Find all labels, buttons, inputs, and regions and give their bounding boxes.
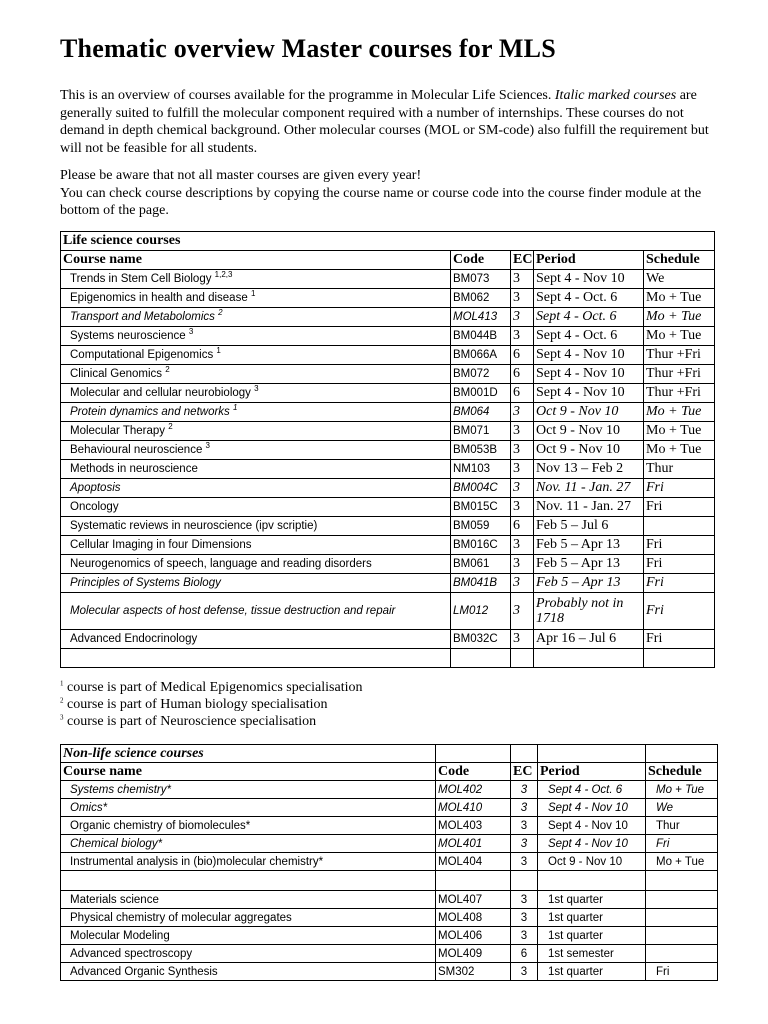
course-code: BM015C	[451, 498, 511, 517]
course-ec: 3	[511, 593, 534, 630]
course-schedule: Thur	[644, 460, 715, 479]
course-period: Feb 5 – Apr 13	[534, 574, 644, 593]
course-name-cell	[61, 555, 451, 574]
course-ec: 3	[511, 441, 534, 460]
course-ec: 3	[511, 891, 538, 909]
course-name-cell	[61, 308, 451, 327]
course-code: MOL413	[451, 308, 511, 327]
table-row	[61, 441, 715, 460]
footnote-ref: 2	[218, 308, 223, 318]
course-name: Transport and Metabolomics	[70, 311, 219, 323]
course-ec: 3	[511, 498, 534, 517]
table-row	[61, 270, 715, 289]
course-ec: 3	[511, 853, 538, 871]
course-code: MOL407	[436, 891, 511, 909]
course-schedule: Mo + Tue	[644, 422, 715, 441]
non-life-science-table	[60, 744, 718, 981]
course-code	[436, 871, 511, 891]
empty-cell	[538, 745, 646, 763]
course-name: Cellular Imaging in four Dimensions	[70, 539, 252, 551]
course-period: Oct 9 - Nov 10	[534, 441, 644, 460]
course-name: Omics*	[61, 799, 436, 817]
course-ec: 3	[511, 574, 534, 593]
course-name: Apoptosis	[70, 482, 121, 494]
course-code: BM004C	[451, 479, 511, 498]
course-name: Computational Epigenomics	[70, 349, 217, 361]
course-name: Neurogenomics of speech, language and reading disorders	[70, 558, 372, 570]
footnotes	[60, 679, 362, 730]
course-schedule: Fri	[644, 555, 715, 574]
footnote-ref: 1	[233, 403, 238, 413]
course-name: Molecular Modeling	[61, 927, 436, 945]
course-code: BM032C	[451, 630, 511, 649]
course-name: Instrumental analysis in (bio)molecular chemistry*	[61, 853, 436, 871]
course-schedule	[646, 909, 718, 927]
footnote-text: course is part of Neuroscience specialisation	[63, 714, 317, 729]
course-name-cell	[61, 498, 451, 517]
course-schedule: Fri	[646, 835, 718, 853]
course-period: Sept 4 - Oct. 6	[534, 308, 644, 327]
course-ec: 3	[511, 963, 538, 981]
course-ec: 3	[511, 460, 534, 479]
course-schedule: We	[644, 270, 715, 289]
table-row	[61, 479, 715, 498]
course-period: 1st quarter	[538, 927, 646, 945]
empty-cell	[511, 745, 538, 763]
course-name-cell	[61, 289, 451, 308]
course-code: NM103	[451, 460, 511, 479]
table-row	[61, 536, 715, 555]
course-code: BM064	[451, 403, 511, 422]
life-science-table	[60, 231, 715, 668]
intro-text-2: are generally suited to fulfill the molecular component required with a number of internships. These courses do not demand in depth chemical background. Other molecular courses (MOL or SM-code) also fulfill the requirement but will not be feasible for all students.	[60, 88, 709, 156]
course-schedule: Fri	[644, 498, 715, 517]
course-schedule	[646, 945, 718, 963]
footnote-number: 3	[60, 713, 64, 722]
course-period: Sept 4 - Nov 10	[538, 835, 646, 853]
course-ec: 3	[511, 630, 534, 649]
course-period	[538, 871, 646, 891]
course-period: 1st quarter	[538, 909, 646, 927]
table-row	[61, 853, 718, 871]
course-name-cell	[61, 384, 451, 403]
course-code: MOL402	[436, 781, 511, 799]
table-header-row	[61, 251, 715, 270]
course-code: MOL404	[436, 853, 511, 871]
course-name-cell	[61, 403, 451, 422]
course-code: BM061	[451, 555, 511, 574]
footnote-ref: 1	[216, 346, 221, 356]
footnote	[60, 696, 362, 713]
table-row	[61, 403, 715, 422]
course-name: Systematic reviews in neuroscience (ipv scriptie)	[70, 520, 318, 532]
course-code: BM073	[451, 270, 511, 289]
course-period: Sept 4 - Oct. 6	[538, 781, 646, 799]
course-code: BM072	[451, 365, 511, 384]
table-row	[61, 346, 715, 365]
course-ec: 3	[511, 799, 538, 817]
course-period: Sept 4 - Nov 10	[538, 817, 646, 835]
footnote	[60, 713, 362, 730]
header-period: Period	[534, 251, 644, 270]
course-ec	[511, 871, 538, 891]
table-row	[61, 799, 718, 817]
header-schedule: Schedule	[646, 763, 718, 781]
course-ec: 3	[511, 536, 534, 555]
course-schedule: Thur +Fri	[644, 365, 715, 384]
course-code: BM053B	[451, 441, 511, 460]
course-ec: 3	[511, 289, 534, 308]
course-code: BM016C	[451, 536, 511, 555]
course-ec: 3	[511, 403, 534, 422]
footnote-ref: 2	[168, 422, 173, 432]
course-period: Oct 9 - Nov 10	[534, 422, 644, 441]
table-row	[61, 460, 715, 479]
course-period: Nov. 11 - Jan. 27	[534, 479, 644, 498]
intro-italic-text: Italic marked courses	[554, 88, 677, 103]
footnote-ref: 1,2,3	[214, 270, 233, 280]
course-schedule: Mo + Tue	[644, 441, 715, 460]
table-row	[61, 649, 715, 668]
table-row	[61, 327, 715, 346]
header-period: Period	[538, 763, 646, 781]
course-code: MOL409	[436, 945, 511, 963]
course-schedule: Mo + Tue	[644, 308, 715, 327]
course-schedule: Mo + Tue	[646, 781, 718, 799]
course-code: BM041B	[451, 574, 511, 593]
course-name-cell	[61, 270, 451, 289]
course-name-cell	[61, 649, 451, 668]
course-code: BM059	[451, 517, 511, 536]
course-period: Nov 13 – Feb 2	[534, 460, 644, 479]
course-name: Physical chemistry of molecular aggregates	[61, 909, 436, 927]
table-row	[61, 891, 718, 909]
course-ec: 3	[511, 781, 538, 799]
course-code: BM071	[451, 422, 511, 441]
course-period	[534, 649, 644, 668]
table-row	[61, 517, 715, 536]
course-period: Sept 4 - Nov 10	[534, 365, 644, 384]
course-schedule: Fri	[644, 593, 715, 630]
course-name: Molecular Therapy	[70, 425, 169, 437]
course-schedule: Fri	[644, 536, 715, 555]
footnote	[60, 679, 362, 696]
course-period: Sept 4 - Nov 10	[534, 346, 644, 365]
course-name: Advanced Organic Synthesis	[61, 963, 436, 981]
non-life-table-title: Non-life science courses	[61, 745, 436, 763]
header-code: Code	[451, 251, 511, 270]
course-schedule: Mo + Tue	[646, 853, 718, 871]
course-schedule: Fri	[644, 479, 715, 498]
intro-text-1: This is an overview of courses available for the programme in Molecular Life Sciences.	[60, 88, 555, 103]
table-row	[61, 384, 715, 403]
course-period: Feb 5 – Apr 13	[534, 536, 644, 555]
course-schedule	[644, 517, 715, 536]
course-code	[451, 649, 511, 668]
course-ec: 3	[511, 479, 534, 498]
course-period: Nov. 11 - Jan. 27	[534, 498, 644, 517]
course-code: MOL401	[436, 835, 511, 853]
course-name: Organic chemistry of biomolecules*	[61, 817, 436, 835]
table-row	[61, 781, 718, 799]
course-name-cell	[61, 630, 451, 649]
notice-line-2: You can check course descriptions by copying the course name or course code into the course finder module at the bottom of the page.	[60, 185, 702, 218]
course-name: Trends in Stem Cell Biology	[70, 273, 215, 285]
header-ec: EC	[511, 763, 538, 781]
course-name-cell	[61, 517, 451, 536]
footnote-ref: 2	[165, 365, 170, 375]
course-period: Sept 4 - Nov 10	[534, 384, 644, 403]
footnote-ref: 3	[254, 384, 259, 394]
course-schedule	[646, 871, 718, 891]
table-row	[61, 871, 718, 891]
course-name: Principles of Systems Biology	[70, 577, 221, 589]
table-row	[61, 555, 715, 574]
course-period: Sept 4 - Nov 10	[538, 799, 646, 817]
course-ec: 3	[511, 835, 538, 853]
course-ec: 6	[511, 517, 534, 536]
table-row	[61, 593, 715, 630]
header-code: Code	[436, 763, 511, 781]
course-ec: 3	[511, 927, 538, 945]
header-ec: EC	[511, 251, 534, 270]
footnote-ref: 3	[188, 327, 194, 337]
course-code: MOL408	[436, 909, 511, 927]
course-period: 1st semester	[538, 945, 646, 963]
course-ec: 3	[511, 327, 534, 346]
course-code: BM066A	[451, 346, 511, 365]
course-period: Apr 16 – Jul 6	[534, 630, 644, 649]
course-name-cell	[61, 574, 451, 593]
course-name: Clinical Genomics	[70, 368, 166, 380]
course-ec	[511, 649, 534, 668]
course-schedule: Thur	[646, 817, 718, 835]
course-period: 1st quarter	[538, 963, 646, 981]
course-schedule: Mo + Tue	[644, 327, 715, 346]
footnote-text: course is part of Medical Epigenomics specialisation	[63, 680, 363, 695]
table-row	[61, 289, 715, 308]
table-row	[61, 817, 718, 835]
course-code: MOL406	[436, 927, 511, 945]
course-schedule	[646, 891, 718, 909]
table-row	[61, 574, 715, 593]
course-period: Oct 9 - Nov 10	[534, 403, 644, 422]
course-name-cell	[61, 365, 451, 384]
footnote-text: course is part of Human biology specialisation	[63, 697, 328, 712]
course-name-cell	[61, 460, 451, 479]
course-schedule: Fri	[644, 630, 715, 649]
header-schedule: Schedule	[644, 251, 715, 270]
course-name: Epigenomics in health and disease	[70, 292, 251, 304]
course-name: Advanced spectroscopy	[61, 945, 436, 963]
course-schedule	[644, 649, 715, 668]
table-header-row	[61, 763, 718, 781]
table-row	[61, 422, 715, 441]
course-name-cell	[61, 479, 451, 498]
course-ec: 3	[511, 270, 534, 289]
footnote-ref: 1	[250, 289, 256, 299]
course-period: Probably not in 1718	[534, 593, 644, 630]
table-row	[61, 308, 715, 327]
table-row	[61, 498, 715, 517]
course-code: BM044B	[451, 327, 511, 346]
header-course-name: Course name	[61, 251, 451, 270]
course-code: MOL403	[436, 817, 511, 835]
non-life-science-table-body	[61, 745, 718, 981]
footnote-number: 1	[60, 679, 64, 688]
course-name: Molecular aspects of host defense, tissue destruction and repair	[70, 605, 396, 617]
life-table-title: Life science courses	[61, 232, 715, 251]
course-ec: 6	[511, 346, 534, 365]
course-schedule: Mo + Tue	[644, 289, 715, 308]
course-name: Methods in neuroscience	[70, 463, 198, 475]
course-code: SM302	[436, 963, 511, 981]
course-name-cell	[61, 422, 451, 441]
course-code: MOL410	[436, 799, 511, 817]
table-row	[61, 835, 718, 853]
course-name: Molecular and cellular neurobiology	[70, 387, 255, 399]
course-schedule: Thur +Fri	[644, 384, 715, 403]
course-name: Chemical biology*	[61, 835, 436, 853]
course-period: Sept 4 - Nov 10	[534, 270, 644, 289]
course-schedule: Thur +Fri	[644, 346, 715, 365]
notice-paragraph	[60, 167, 720, 220]
table-title-row	[61, 745, 718, 763]
course-name: Materials science	[61, 891, 436, 909]
page-title: Thematic overview Master courses for MLS	[60, 34, 556, 63]
course-name: Systems chemistry*	[61, 781, 436, 799]
table-row	[61, 365, 715, 384]
course-period: Sept 4 - Oct. 6	[534, 289, 644, 308]
course-period: Feb 5 – Jul 6	[534, 517, 644, 536]
course-ec: 3	[511, 909, 538, 927]
course-ec: 3	[511, 422, 534, 441]
course-period: 1st quarter	[538, 891, 646, 909]
course-name: Oncology	[70, 501, 119, 513]
course-code: BM001D	[451, 384, 511, 403]
empty-cell	[646, 745, 718, 763]
table-row	[61, 945, 718, 963]
course-period: Feb 5 – Apr 13	[534, 555, 644, 574]
table-title-row	[61, 232, 715, 251]
course-ec: 3	[511, 555, 534, 574]
footnote-ref: 3	[205, 441, 210, 451]
table-row	[61, 927, 718, 945]
course-name: Protein dynamics and networks	[70, 406, 233, 418]
course-name-cell	[61, 593, 451, 630]
course-name-cell	[61, 441, 451, 460]
course-schedule: We	[646, 799, 718, 817]
course-schedule: Mo + Tue	[644, 403, 715, 422]
course-name-cell	[61, 536, 451, 555]
course-name-cell	[61, 327, 451, 346]
course-name: Systems neuroscience	[70, 330, 189, 342]
course-schedule	[646, 927, 718, 945]
course-ec: 3	[511, 308, 534, 327]
intro-paragraph	[60, 87, 720, 157]
course-name	[61, 871, 436, 891]
course-ec: 6	[511, 384, 534, 403]
course-period: Oct 9 - Nov 10	[538, 853, 646, 871]
course-period: Sept 4 - Oct. 6	[534, 327, 644, 346]
course-ec: 6	[511, 365, 534, 384]
course-schedule: Fri	[646, 963, 718, 981]
life-science-table-body	[61, 232, 715, 668]
course-name: Advanced Endocrinology	[70, 633, 198, 645]
course-ec: 6	[511, 945, 538, 963]
course-code: BM062	[451, 289, 511, 308]
course-name-cell	[61, 346, 451, 365]
course-name: Behavioural neuroscience	[70, 444, 206, 456]
course-ec: 3	[511, 817, 538, 835]
course-code: LM012	[451, 593, 511, 630]
table-row	[61, 963, 718, 981]
empty-cell	[436, 745, 511, 763]
footnote-number: 2	[60, 696, 64, 705]
notice-line-1: Please be aware that not all master courses are given every year!	[60, 168, 422, 183]
table-row	[61, 909, 718, 927]
header-course-name: Course name	[61, 763, 436, 781]
course-schedule: Fri	[644, 574, 715, 593]
table-row	[61, 630, 715, 649]
